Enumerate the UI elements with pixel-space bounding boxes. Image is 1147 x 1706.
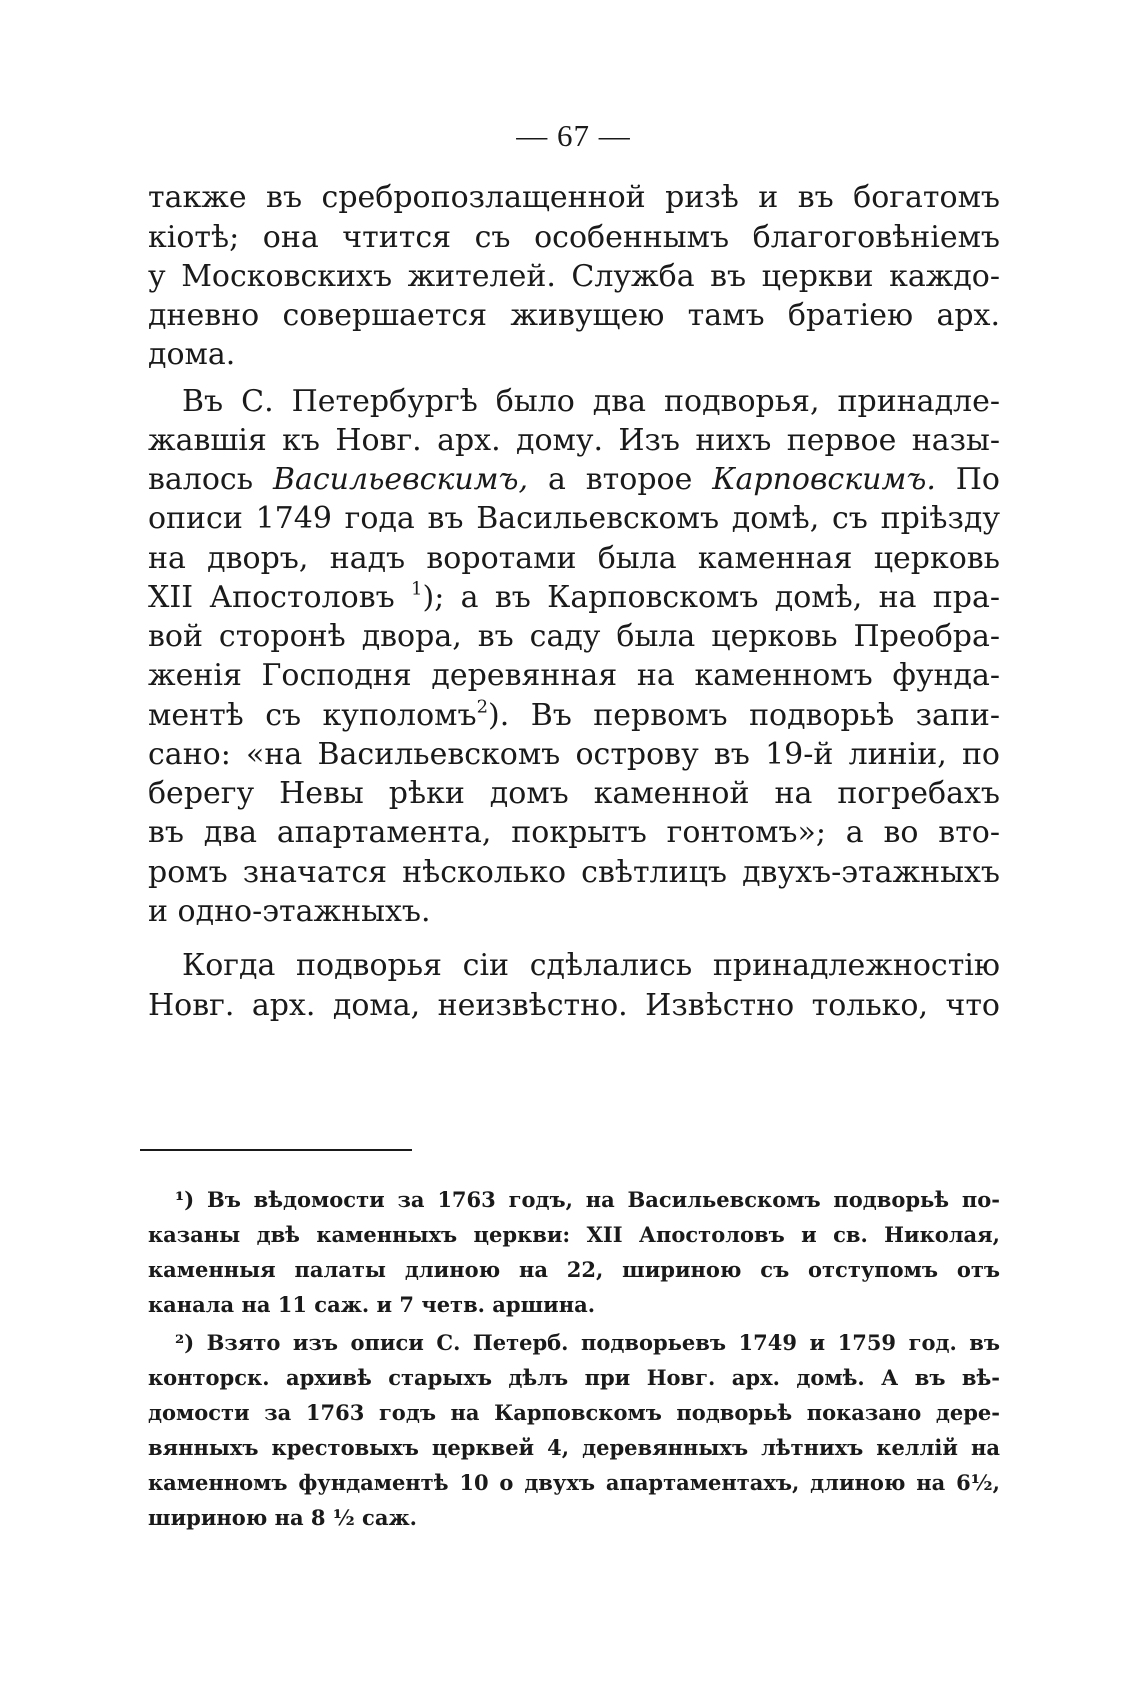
- text-line: ромъ значатся нѣсколько свѣтлицъ двухъ-этажныхъ: [148, 855, 1000, 890]
- text-line: [148, 578, 1000, 615]
- text-segment: ); а въ Карповскомъ домѣ, на пра-: [422, 580, 1000, 615]
- footnote-line: шириною на 8 ½ саж.: [148, 1505, 417, 1530]
- text-line: женія Господня деревянная на каменномъ фунда-: [148, 658, 1000, 693]
- footnote-line: вянныхъ крестовыхъ церквей 4, деревянныхъ лѣтнихъ келлій на: [148, 1435, 1000, 1460]
- footnote-line: канала на 11 саж. и 7 четв. аршина.: [148, 1292, 596, 1317]
- text-segment: XII Апостоловъ: [148, 580, 412, 615]
- page-number: — 67 —: [516, 118, 631, 153]
- italic-name: Карповскимъ.: [712, 462, 936, 497]
- text-line: дома.: [148, 337, 236, 372]
- footnote-text: Въ вѣдомости за 1763 годъ, на Васильевскомъ подворьѣ по-: [206, 1187, 1001, 1212]
- footnote-divider: [140, 1149, 412, 1151]
- text-line: сано: «на Васильевскомъ острову въ 19-й линіи, по: [148, 737, 1000, 772]
- footnote-line: [175, 1189, 1000, 1210]
- text-segment: ). Въ первомъ подворьѣ запи-: [488, 698, 1000, 733]
- text-segment: По: [935, 462, 1000, 497]
- footnote-line: [175, 1332, 1000, 1353]
- footnote-line: каменномъ фундаментѣ 10 о двухъ апартаментахъ, длиною на 6½,: [148, 1470, 1000, 1495]
- footnote-marker: ²): [175, 1330, 195, 1355]
- footnote-marker: ¹): [175, 1187, 195, 1212]
- footnote-ref: 2: [476, 696, 489, 718]
- footnote-line: каменныя палаты длиною на 22, шириною съ отступомъ отъ: [148, 1257, 1000, 1282]
- text-line: у Московскихъ жителей. Служба въ церкви каждо-: [148, 259, 1000, 294]
- text-line: кіотѣ; она чтится съ особеннымъ благоговѣніемъ: [148, 220, 1000, 255]
- text-segment: ментѣ съ куполомъ: [148, 698, 477, 733]
- text-line: Когда подворья сіи сдѣлались принадлежностію: [182, 948, 1000, 983]
- text-line: вой сторонѣ двора, въ саду была церковь Преобра-: [148, 619, 1000, 654]
- text-line: дневно совершается живущею тамъ братіею арх.: [148, 298, 1000, 333]
- text-line: и одно-этажныхъ.: [148, 894, 431, 929]
- text-line: на дворъ, надъ воротами была каменная церковь: [148, 541, 1000, 576]
- italic-name: Васильевскимъ,: [272, 462, 529, 497]
- text-line: жавшія къ Новг. арх. дому. Изъ нихъ первое назы-: [148, 423, 1000, 458]
- footnote-line: конторск. архивѣ старыхъ дѣлъ при Новг. арх. домѣ. А въ вѣ-: [148, 1365, 1000, 1390]
- footnote-line: казаны двѣ каменныхъ церкви: XII Апостоловъ и св. Николая,: [148, 1222, 1000, 1247]
- text-segment: валось: [148, 462, 273, 497]
- text-segment: а второе: [528, 462, 713, 497]
- text-line: Новг. арх. дома, неизвѣстно. Извѣстно только, что: [148, 988, 1000, 1023]
- text-line: описи 1749 года въ Васильевскомъ домѣ, съ пріѣзду: [148, 501, 1000, 536]
- footnote-line: домости за 1763 годъ на Карповскомъ подворьѣ показано дере-: [148, 1400, 1000, 1425]
- text-line: [148, 462, 1000, 497]
- text-line: [148, 696, 1000, 733]
- footnote-ref: 1: [411, 578, 423, 600]
- text-line: въ два апартамента, покрытъ гонтомъ»; а во вто-: [148, 815, 1000, 850]
- text-line: также въ сребропозлащенной ризѣ и въ богатомъ: [148, 180, 1000, 215]
- text-line: берегу Невы рѣки домъ каменной на погребахъ: [148, 776, 1000, 811]
- text-line: Въ С. Петербургѣ было два подворья, принадле-: [182, 384, 1000, 419]
- footnote-text: Взято изъ описи С. Петерб. подворьевъ 1749 и 1759 год. въ: [206, 1330, 1000, 1355]
